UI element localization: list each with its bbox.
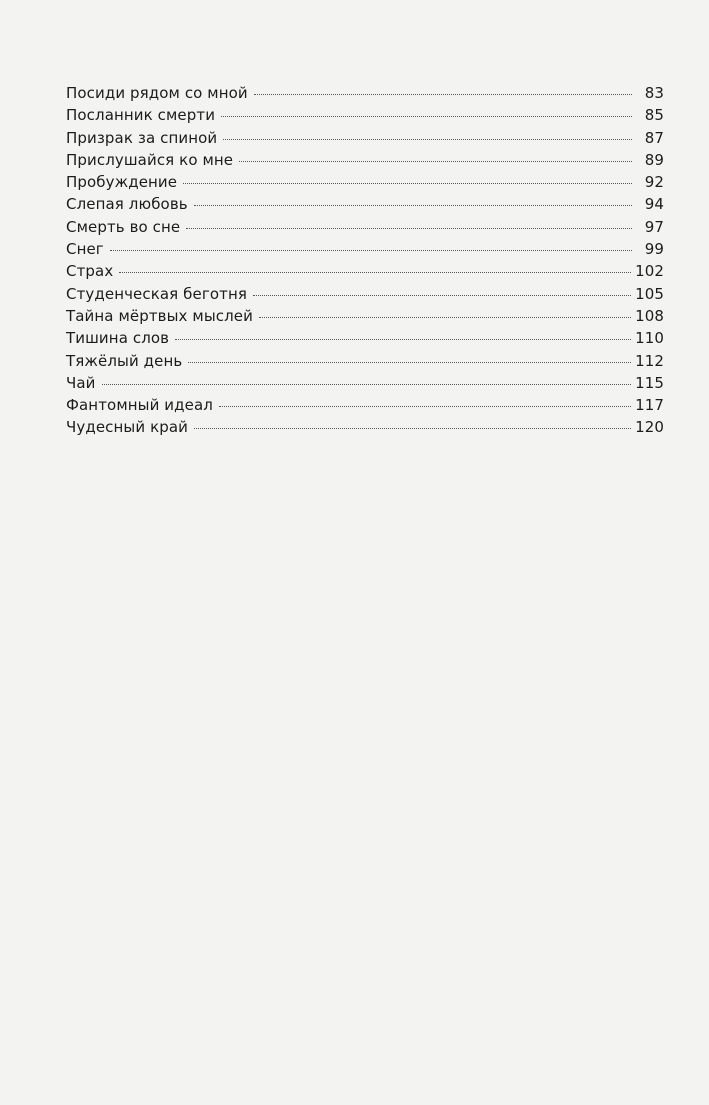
- toc-entry: [66, 329, 664, 351]
- toc-entry-title: Студенческая беготня: [66, 284, 247, 303]
- toc-entry-title: Посланник смерти: [66, 106, 216, 125]
- toc-entry-title: Пробуждение: [66, 173, 178, 192]
- toc-entry-title: Тяжёлый день: [66, 351, 183, 370]
- toc-entry-title: Смерть во сне: [66, 217, 181, 236]
- toc-dot-leader: [253, 295, 631, 296]
- toc-entry-page: 97: [644, 217, 664, 236]
- toc-entry: [66, 129, 664, 151]
- toc-entry: [66, 173, 664, 195]
- toc-entry: [66, 262, 664, 284]
- toc-entry-title: Тайна мёртвых мыслей: [66, 306, 253, 325]
- toc-entry-page: 102: [635, 262, 664, 281]
- toc-entry-title: Тишина слов: [66, 329, 170, 348]
- toc-dot-leader: [102, 384, 632, 385]
- toc-entry: [66, 240, 664, 262]
- toc-entry: [66, 418, 664, 440]
- toc-dot-leader: [223, 139, 632, 140]
- toc-entry-page: 92: [644, 173, 664, 192]
- toc-dot-leader: [219, 406, 631, 407]
- toc-entry-title: Слепая любовь: [66, 195, 188, 214]
- toc-entry-page: 94: [644, 195, 664, 214]
- toc-entry-title: Чудесный край: [66, 418, 188, 437]
- toc-dot-leader: [259, 317, 631, 318]
- toc-entry-page: 85: [644, 106, 664, 125]
- toc-entry: [66, 307, 664, 329]
- toc-dot-leader: [183, 183, 632, 184]
- toc-dot-leader: [221, 116, 632, 117]
- toc-dot-leader: [194, 428, 631, 429]
- toc-entry-page: 99: [644, 240, 664, 259]
- toc-entry-title: Чай: [66, 373, 96, 392]
- toc-entry-title: Призрак за спиной: [66, 128, 218, 147]
- toc-entry: [66, 195, 664, 217]
- toc-entry-page: 105: [635, 284, 664, 303]
- toc-entry-page: 89: [644, 150, 664, 169]
- toc-dot-leader: [254, 94, 632, 95]
- toc-dot-leader: [188, 362, 631, 363]
- toc-entry: [66, 374, 664, 396]
- toc-entry: [66, 151, 664, 173]
- toc-entry-title: Снег: [66, 240, 104, 259]
- toc-entry: [66, 84, 664, 106]
- toc-dot-leader: [119, 272, 631, 273]
- toc-entry-title: Посиди рядом со мной: [66, 84, 248, 102]
- toc-entry: [66, 106, 664, 128]
- toc-entry: [66, 285, 664, 307]
- toc-dot-leader: [194, 205, 632, 206]
- toc-entry-page: 115: [635, 373, 664, 392]
- toc-entry-page: 87: [644, 128, 664, 147]
- toc-dot-leader: [239, 161, 632, 162]
- toc-entry-page: 110: [635, 329, 664, 348]
- toc-dot-leader: [110, 250, 632, 251]
- toc-entry: [66, 396, 664, 418]
- toc-entry-title: Фантомный идеал: [66, 396, 213, 415]
- toc-entry-title: Страх: [66, 262, 114, 281]
- toc-entry-page: 117: [635, 396, 664, 415]
- toc-entry: [66, 218, 664, 240]
- toc-entry-page: 108: [635, 306, 664, 325]
- toc-dot-leader: [186, 228, 632, 229]
- toc-entry-title: Прислушайся ко мне: [66, 150, 234, 169]
- toc-entry-page: 112: [635, 351, 664, 370]
- toc-entry: [66, 352, 664, 374]
- toc-entry-page: 83: [644, 84, 664, 102]
- toc-dot-leader: [175, 339, 631, 340]
- table-of-contents: [66, 84, 664, 441]
- toc-entry-page: 120: [635, 418, 664, 437]
